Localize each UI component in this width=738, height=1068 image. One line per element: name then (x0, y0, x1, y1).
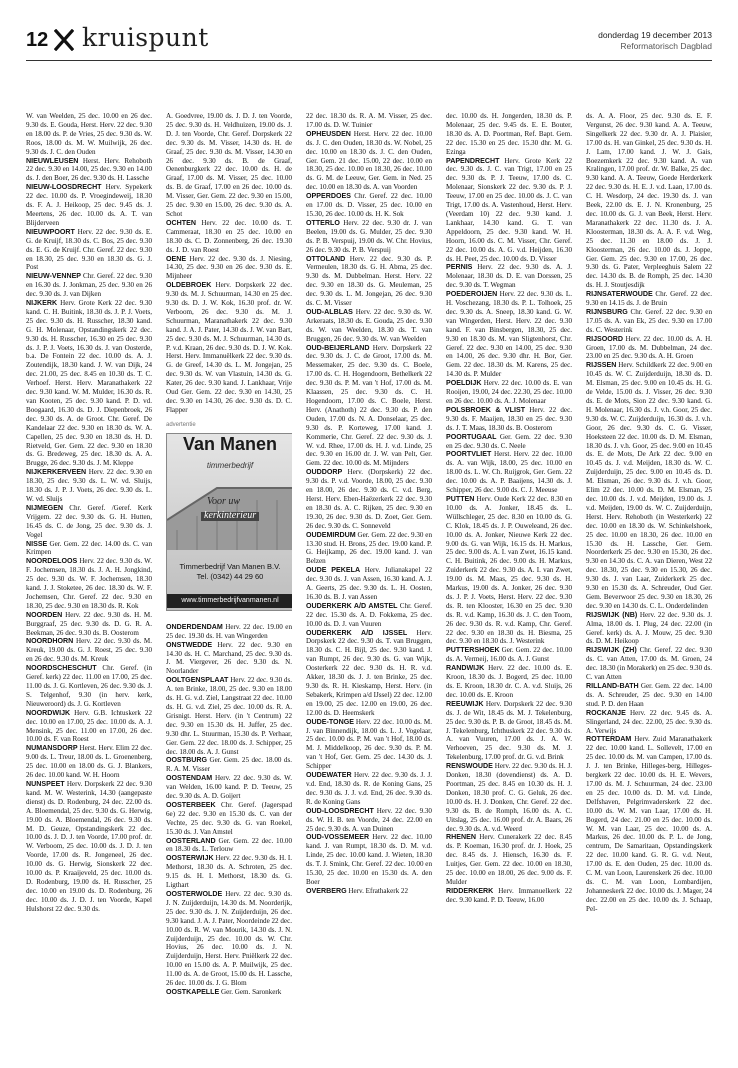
service-times: Herv. 22 dec. 9.30 ds. J. J. v.d. End, 18.30 ds. R. de Koning Gans, 25 dec. 9.30 ds. J. J. v.d. End, 26 dec. 9.30 ds. R. de Koning Gans (306, 771, 432, 806)
service-times: Herv. 22 dec. 9.30 ds. A. ten Brinke, 18.00, 25 dec. 9.30 en 18.00 ds. H. G. v.d. Ziel, Langstraat 22 dec. 10.00 ds. H. G. v.d. Ziel, 25 dec. 10.00 ds. R. A. Grisnigt. Herst. Herv. (in 't Centrum) 22 dec. 9.30 en 15.30 ds. H. Juffer, 25 dec. 9.30 dhr. L. Stuurman, 15.30 ds. P. Verhaar, Ger. Gem. 22 dec. 18.00 ds. J. Schipper, 25 dec. 18.00 ds. A. J. Gunst (166, 676, 292, 756)
service-times: ds. A. A. Floor, 25 dec. 9.30 ds. E. F. Vergunst, 26 dec. 9.30 kand. A. A. Teeuw, Singelkerk 22 dec. 9.30 dr. A. J. Plaisier, 17.00 ds. H. van Ginkel, 25 dec. 9.30 ds. H. J. Lam, 17.00 kand. J. W. J. Gais, Boezemkerk 22 dec. 9.30 kand. A. van Kralingen, 17.00 prof. dr. W. Balke, 25 dec. 9.30 kand. A. A. Teeuw, Goede Herderkerk 22 dec. 9.30 ds. H. E. J. v.d. Laan, 17.00 ds. C. H. Wesdorp, 24 dec. 19.30 ds. J. van Beek, 22.00 ds. E. J. N. Kronenburg, 25 dec. 10.00 ds. G. J. van Beek, Herst. Herv. Maranathakerk 22 dec. 11.30 ds. J. A. Kloosterman, 18.30 ds. A. A. F. v.d. Weg, 25 dec. 11.30 en 18.00 ds. J. J. Kloosterman, 26 dec. 10.00 ds. J. Joppe, Ger. Gem. 25 dec. 9.30 en 17.00, 26 dec. 9.30 ds. G. Pater, Verpleeghuis Salem 22 dec. 14.30 ds. B. de Romph, 25 dec. 14.30 ds. H. J. Stoutjesdijk (586, 112, 712, 290)
service-times: Chr. Geref. 22 dec. 9.30 ds. C. van Atten, 17.00 ds. M. Groen, 24 dec. 18.30 (in Morakerk) en 25 dec. 9.30 ds. C. van Atten (586, 646, 712, 682)
place-name: ONDERDENDAM (166, 622, 223, 631)
place-name: OUD-BEIJERLAND (306, 343, 370, 352)
service-times: Herv. 22 dec. 9.30 ds. H. J. Donken, 18.30 (dovendienst) ds. A. D. Poortman, 25 dec. 8.45 en 10.30 ds. H. J. Donken, 18.30 prof. C. G. Geluk, 26 dec. 10.00 ds. H. J. Donken, Chr. Geref. 22 dec. 9.30 ds. B. de Romph, 16.00 ds. A. C. Uitslag, 25 dec. 16.00 prof. dr. A. Baars, 26 dec. 9.30 ds. A. v.d. Weerd (446, 762, 572, 833)
service-times: 22 dec. 18.30 ds. R. A. M. Visser, 25 dec. 17.00 ds. D. W. Tuinier (306, 112, 432, 129)
listing-entry (306, 566, 432, 602)
place-name: NIEUWLEUSEN (26, 156, 79, 165)
service-times: Chr. Geref. /Geref. Kerk Vrijgem. 22 dec. 9.30 ds. G. H. Hutten, 16.45 ds. C. de Jong, 25 dec. 9.30 ds. J. Vogel (26, 503, 152, 539)
place-name: RIDDERKERK (446, 886, 494, 895)
service-times: Ger. Gem. Saronkerk (221, 987, 282, 996)
place-name: OUDE-TONGE (306, 717, 354, 726)
listing-entry (446, 700, 572, 762)
listing-entry (306, 531, 432, 567)
service-times: dec. 10.00 ds. H. Jongerden, 18.30 ds. P. Molenaar, 25 dec. 9.45 ds. E. E. Bouter, 18.30 ds. A. D. Poortman, Ref. Bapt. Gem. 22 dec. 15.30 en 25 dec. 15.30 dhr. M. G. Ezinga (446, 112, 572, 156)
listing-entry (446, 112, 572, 157)
listing-entry (306, 219, 432, 255)
place-name: RIJSWIJK (NB) (586, 610, 638, 619)
place-name: ROCKANJE (586, 708, 626, 717)
listing-entry (26, 299, 152, 468)
service-times: Chr. Geref. (in Geref. kerk) 22 dec. 11.00 en 17.00, 25 dec. 11.00 ds. J. G. Kortleven, 26 dec. 9.30 ds. J. S. Telgenhof, 9.30 (in herv. kerk, Nieuweroord) ds. J. G. Kortleven (26, 664, 152, 708)
listing-entry (306, 602, 432, 629)
place-name: OENE (166, 254, 187, 263)
place-name: RILLAND-BATH (586, 682, 639, 690)
listing-entry (26, 637, 152, 664)
listing-entry (166, 837, 292, 855)
service-times: Herst. Herv. Elim 22 dec. 9.00 ds. L. Treur, 18.00 ds. L. Groenenberg, 25 dec. 10.00 en 18.00 ds. G. J. Blankers, 26 dec. 10.00 kand. W. H. Hoorn (26, 744, 152, 780)
service-times: Herv. 22 dec. 9.30 ds. W. H. B. ten Voorde, 24 dec. 22.00 en 25 dec. 9.30 ds. A. van Duinen (306, 806, 432, 833)
service-times: Herv. 22 dec. 9.30 ds. A. J. Molenaar, 18.30 ds. D. E. van Dorssen, 25 dec. 9.30 ds. T. Wegman (446, 263, 572, 290)
service-times: Herv. Schildkerk 22 dec. 9.00 en 10.45 ds. W. C. Zuijderduijn, 18.30 ds. D. M. Elsman, 25 dec. 9.00 en 10.45 ds. H. G. de Velde, 15.00 ds. J. Visser, 26 dec. 9.30 ds. E. de Mots, Sion 22 dec. 9.30 kand. G. H. Molenaar, 16.30 ds. J. v.h. Goor, 25 dec. 9.30 ds. W. C. Zuijderduijn, 16.30 ds. J. v.h. Goor, 26 dec. 9.30 ds. C. G. Visser, Hoeksteen 22 dec. 10.00 ds. D. M. Elsman, 18.30 ds. J. v.h. Goor, 25 dec. 9.00 en 10.45 ds. E. de Mots, De Ark 22 dec. 9.00 en 10.45 ds. J. v.d. Meijden, 18.30 ds. W. C. Zuijderduijn, 25 dec. 9.00 en 10.45 ds. D. M. Elsman, 26 dec. 9.30 ds. J. v.h. Goor, Elim 22 dec. 10.00 ds. D. M. Elsman, 25 dec. 10.00 ds. J. v.d. Meijden, 19.00 ds. J. v.d. Meijden, 19.00 ds. W. C. Zuijderduijn, Herst. Herv. Rehoboth (in Westerkerk) 22 dec. 10.00 en 18.30 ds. W. Schinkelshoek, 25 dec. 10.00 en 18.30, 26 dec. 10.00 en 15.30 ds. H. Lassche, Ger. Gem. Noorderkerk 25 dec. 9.30 en 15.30, 26 dec. 9.30 en 14.30 ds. C. A. van Dieren, West 22 dec. 18.30, 25 dec. 9.30 en 15.30, 26 dec. 9.30 ds. J. van Laar, Zuiderkerk 25 dec. 9.30 en 15.30 ds. A. Schreuder, Oud Ger. Gem. Beverwoor 25 dec. 9.30 en 18.30, 26 dec. 9.30 en 14.30 ds. C. L. Onderdelinden (586, 361, 712, 610)
service-times: Herv. 22 dec. 9.30 ds. J. Niesing, 14.30, 25 dec. 9.30 en 26 dec. 9.30 ds. E. Mijnheer (166, 254, 292, 281)
service-times: Herv. 22 dec. 9.30 ds. H. I. Methorst, 18.30 ds. A. Schroten, 25 dec. 9.15 ds. H. I. Methorst, 18.30 ds. G. Ligthart (166, 854, 292, 890)
place-name: OOSTERBEEK (166, 800, 216, 809)
place-name: RIJSSEN (586, 361, 617, 370)
listing-entry (446, 406, 572, 433)
ad-phone: Tel. (0342) 44 29 60 (196, 571, 264, 581)
service-times: Herv. 22 dec. 10.00 ds. A. H. Groen, 17.00 ds. M. Dubbelman, 24 dec. 23.00 en 25 dec. 9.30 ds. A. H. Groen (586, 334, 712, 361)
service-times: A. Goedvree, 19.00 ds. J. D. J. ten Voorde, 25 dec. 9.30 ds. H. Veldhuizen, 19.00 ds. J. D. J. ten Voorde, Chr. Geref. Dorpskerk 22 dec. 9.30 ds. M. Visser, 14.30 ds. H. de Graaf, 25 dec. 9.30 ds. M. Visser, 14.30 en 26 dec. 9.30 ds. B. de Graaf, Oenenburgkerk 22 dec. 10.00 ds. H. de Graaf, 17.00 ds. M. Visser, 25 dec. 10.00 ds. B. de Graaf, 17.00 en 26 dec. 10.00 ds. M. Visser, Ger. Gem. 22 dec. 9.30 en 15.00, 25 dec. 9.30 en 15.00, 26 dec. 9.30 ds. A. Schot (166, 112, 292, 218)
place-name: OUD-VOSSEMEER (306, 833, 370, 842)
service-times: Herv. Dorpskerk 22 dec. 9.30 ds. J. C. de Groot, 17.00 ds. M. Messemaker, 25 dec. 9.30 ds. C. Boele, 17.00 ds. C. H. Hogendoorn, Bethelkerk 22 dec. 9.30 ds. P. M. van 't Hof, 17.00 ds. M. Klaassen, 25 dec. 9.30 ds. C. H. Hogendoorn, 17.00 ds. C. Boele, Herst. Herv. (Anathoth) 22 dec. 9.30 ds. P. den Ouden, 17.00 ds. N. A. Donselaar, 25 dec. 9.30 ds. P. Korteweg, 17.00 kand. J. Kommerie, Chr. Geref. 22 dec. 9.30 ds. J. W. v.d. Rhee, 17.00 ds. H. J. v.d. Linde, 25 dec. 9.30 en 16.00 dr. J. W. van Pelt, Ger. Gem. 22 dec. 10.00 ds. M. Mijnders (306, 343, 432, 468)
place-name: POORTVLIET (446, 450, 492, 459)
listing-column (306, 112, 432, 1058)
listing-entry (26, 504, 152, 540)
place-name: RIJNSBURG (586, 307, 628, 316)
service-times: Ger. Gem. 25 dec. 18.00 ds. R. A. M. Visser (166, 756, 292, 774)
place-name: OOLTGENSPLAAT (166, 676, 229, 685)
listing-entry (446, 646, 572, 664)
listing-entry (26, 540, 152, 558)
service-times: Herv. 22 dec. 10.00 ds. E. Kroon, 18.30 ds. J. Bogerd, 25 dec. 10.00 ds. E. Kroon, 18.30 dr. C. A. v.d. Sluijs, 26 dec. 10.00 ds. E. Kroon (446, 664, 572, 699)
service-times: Ger. Gem. 22 dec. 9.30 en 25 dec. 9.30 ds. C. Neele (446, 432, 572, 450)
ad-brand: Van Manen (182, 433, 278, 454)
place-name: PUTTERSHOEK (446, 646, 500, 655)
place-name: OTTOLAND (306, 254, 346, 263)
place-name: OOSTERLAND (166, 836, 216, 845)
service-times: Herv. Immanuelkerk 22 dec. 9.30 kand. P. D. Teeuw, 16.00 (446, 886, 572, 904)
place-name: OUDE PEKELA (306, 566, 361, 575)
place-name: POEDEROIJEN (446, 290, 498, 299)
service-times: Herv. 22 dec. 10.00 ds. E. van Rooijen, 19.00, 24 dec. 22.30, 25 dec. 10.00 en 26 dec. 10.00 ds. A. J. Molenaar (446, 379, 572, 405)
place-name: NIJKERK (26, 299, 58, 308)
listing-entry (446, 379, 572, 406)
service-times: Ger. Gem. 22 dec. 10.00 ds. A. Vermeij, 16.00 ds. A. J. Gunst (446, 646, 572, 664)
listing-entry (26, 611, 152, 638)
listing-entry (586, 335, 712, 362)
listing-entry (586, 308, 712, 335)
listing-entry (586, 709, 712, 736)
listing-column (26, 112, 152, 1058)
section-title: kruispunt (82, 23, 209, 52)
service-times: Herv. 22 dec. 9.30 ds. M. Kreuk, 19.00 ds. G. J. Roest, 25 dec. 9.30 en 26 dec. 9.30 ds. M. Kreuk (26, 637, 152, 664)
listing-entry (306, 771, 432, 807)
listing-entry (586, 611, 712, 647)
service-times: Herst. Herv. 22 dec. 10.00 ds. J. C. den Ouden, 18.30 ds. W. Nobel, 25 dec. 10.00 en 18.30 ds. J. C. den Ouden, Ger. Gem. 21 dec. 15.00, 22 dec. 10.00 en 18.30, 25 dec. 10.00 en 18.30, 26 dec. 10.00 ds. G. M. de Leeuw, Ger. Gem. in Ned. 25 dec. 10.00 en 18.30 ds. A. van Voorden (306, 129, 432, 192)
place-name: OPHEUSDEN (306, 129, 351, 138)
listing-column (446, 112, 572, 1058)
service-times: Herv. 22 dec. 10.00 ds. M. J. van Binnendijk, 18.00 ds. L. J. Vogelaar, 25 dec. 10.00 ds. P. M. van 't Hof, 18.00 ds. M. J. Middelkoop, 26 dec. 9.30 ds. P. M. van 't Hof, Ger. Gem. 25 dec. 14.30 ds. J. Schipper (306, 717, 432, 771)
listing-entry (26, 272, 152, 299)
service-times: Herv. Oude Kerk 22 dec. 8.30 en 10.00 ds. A. Jonker, 18.45 ds. L. Wüllschleger, 25 dec. 8.30 en 10.00 ds. G. C. Klok, 18.45 ds. J. P. Ouweleand, 26 dec. 10.00 ds. A. Jonker, Nieuwe Kerk 22 dec. 9.00 ds. G. van Wijk, 16.15 ds. H. Markus, 25 dec. 9.00 ds. A. I. van Zwet, 16.15 kand. C. H. Buitink, 26 dec. 9.00 ds. H. Markus, Zuiderkerk 22 dec. 9.30 ds. A. I. van Zwet, 19.00 ds. M. Maas, 25 dec. 9.30 ds. H. Markus, 19.00 ds. A. Jonker, 26 dec. 9.30 ds. J. P. J. Voets, Herst. Herv. 22 dec. 9.30 ds. R. ten Klooster, 16.30 en 25 dec. 9.30 ds. R. v.d. Kamp, 16.30 ds. J. C. den Toom, 26 dec. 9.30 ds. R. v.d. Kamp, Chr. Geref. 22 dec. 9.30 en 18.30 ds. H. Biesma, 25 dec. 9.30 en 18.30 ds. J. Westerink (446, 494, 572, 646)
listing-entry (166, 281, 292, 415)
place-name: PERNIS (446, 263, 473, 272)
listing-entry (586, 112, 712, 290)
listing-entry (306, 718, 432, 771)
listing-entry (26, 112, 152, 157)
service-times: Herv. (Dorpskerk) 22 dec. 9.30 ds. P. v.d. Voorde, 18.00, 25 dec. 9.30 en 18.00, 26 dec. 9.30 ds. C. v.d. Berg, Herst. Herv. Eben-Haëzerkerk 22 dec. 9.30 en 18.30 ds. A. C. Rijken, 25 dec. 9.30 en 19.30, 26 dec. 9.30 ds. D. Zoet, Ger. Gem. 26 dec. 9.30 ds. C. Sonneveld (306, 468, 432, 530)
place-name: RIJNSATERWOUDE (586, 290, 653, 299)
listing-entry (306, 255, 432, 308)
listing-entry (166, 219, 292, 255)
listing-entry (26, 183, 152, 228)
listing-entry (26, 709, 152, 745)
place-name: NOORDHORN (26, 637, 74, 646)
service-times: Herv. 22 dec. 9.30 ds. J. N. Zuijderduijn, 14.30 ds. M. Noorderijk, 25 dec. 9.30 ds. J. N. Zuijderduijn, 26 dec. 9.30 kand. J. A. J. Pater, Noordeinde 22 dec. 10.00 ds. R. W. van Mourik, 14.30 ds. J. N. Zuijderduijn, 25 dec. 10.00 ds. W. Chr. Hovius, 26 dec. 10.00 ds. J. N. Zuijderduijn, Herst. Herv. Pniëlkerk 22 dec. 10.00 en 15.00 ds. A. P. Muilwijk, 25 dec. 11.00 ds. A. de Groot, 15.00 ds. H. Lassche, 26 dec. 10.00 ds. J. G. Blom (166, 890, 292, 988)
place-name: POORTUGAAL (446, 432, 497, 441)
listing-column (586, 112, 712, 1058)
place-name: OUDDORP (306, 468, 343, 477)
service-times: Chr. Geref. 22 dec. 15.30 ds. A. D. Fokkema, 25 dec. 10.00 ds. D. J. van Vuuren (306, 601, 432, 628)
place-name: RANDWIJK (446, 664, 485, 673)
service-times: Herv. 22 dec. 9.30 en 18.30, 25 dec. 9.30 ds. L. W. vd. Sluijs, 18.30 ds. J. P. J. Voets, 26 dec. 9.30 ds. L. W. vd. Sluijs (26, 468, 152, 503)
listing-entry (26, 157, 152, 184)
place-name: RENSWOUDE (446, 762, 493, 771)
service-times: Herv. 22 dec. 9.30 ds. P. Vermeulen, 18.30 ds. G. H. Abma, 25 dec. 9.30 ds. M. Dubbelman. Herst. Herv. 22 dec. 9.30 en 18.30 ds. G. Meuleman, 25 dec. 9.30 ds. L. M. Jongejan, 26 dec. 9.30 ds. C. M. Visser (306, 254, 432, 308)
service-times: Herst. Herv. Rehoboth 22 dec. 9.30 en 14.00, 25 dec. 9.30 en 14.00 ds. J. den Boer, 26 dec. 9.30 ds. H. Lassche (26, 156, 152, 183)
place-name: RIJSWIJK (ZH) (586, 646, 637, 655)
service-times: Herv. G.B. Ichtuskerk 22 dec. 10.00 en 17.00, 25 dec. 10.00 ds. A. J. Mensink, 25 dec. 11.00 en 17.00, 26 dec. 10.00 ds. F. van Roest (26, 708, 152, 744)
page-number: 12 (26, 29, 49, 51)
service-times: Herv. 22 dec. 10.00 kand. J. van Rumpt, 18.30 ds. D. M. v.d. Linde, 25 dec. 10.00 kand. J. Wieten, 18.30 ds. T. J. Smink, Chr. Geref. 22 dec. 10.00 en 15.30, 25 dec. 10.00 en 15.30 ds. A. den Boer (306, 833, 432, 886)
listing-entry (446, 887, 572, 905)
service-times: Herv. 22 dec. 9.30 ds. J. Alma, 18.00 ds. I. Plug, 24 dec. 22.00 (in Geref. kerk) ds. A. J. Mouw, 25 dec. 9.30 ds. D. M. Heikoop (586, 610, 712, 646)
ad-subtitle: timmerbedrijf (206, 460, 254, 470)
cross-icon (54, 29, 74, 51)
listing-entry (26, 664, 152, 709)
service-times: W. van Weelden, 25 dec. 10.00 en 26 dec. 9.30 ds. E. Gouda, Herst. Herv. 22 dec. 9.30 en 18.00 ds. P. de Vries, 25 dec. 9.30 ds. W. Roos, 18.00 ds. M. W. Muilwijk, 26 dec. 9.30 ds. J. C. den Ouden (26, 112, 152, 156)
service-times: Herv. 22 dec. 9.30 ds. E. G. de Kruijf, 18.30 ds. C. Bos, 25 dec. 9.30 ds. E. G. de Kruijf. Chr. Geref. 22 dec. 9.30 en 18.30, 25 dec. 9.30 en 18.30 ds. G. J. Post (26, 227, 152, 272)
page-header (0, 0, 738, 60)
listing-entry (306, 130, 432, 192)
place-name: OUDERKERK A/D AMSTEL (306, 601, 398, 610)
listing-entry (306, 807, 432, 834)
place-name: REEUWIJK (446, 699, 484, 708)
listing-entry (166, 890, 292, 988)
listing-entry (446, 263, 572, 290)
service-times: Herv. Dorpskerk 22 dec. 9.30 ds. J. de Wit, 18.45 ds. M. J. Tekelenburg, 25 dec. 9.30 ds. P. B. de Groot, 18.45 ds. M. J. Tekelenburg, Ichthuskerk 22 dec. 9.30 ds. A. van Vuuren, 17.00 ds. J. A. W. Verhoeven, 25 dec. 9.30 ds. M. J. Tekelenburg, 17.00 prof. dr. G. v.d. Brink (446, 699, 572, 762)
place-name: NIJKERKERVEEN (26, 468, 87, 477)
listing-entry (306, 833, 432, 886)
listing-entry (166, 988, 292, 997)
place-name: OUDEWATER (306, 771, 352, 780)
listing-entry (26, 228, 152, 273)
advertisement (166, 421, 292, 619)
place-name: OUDERKERK A/D IJSSEL (306, 628, 408, 637)
place-name: NUMANSDORP (26, 744, 78, 753)
ad-contact (171, 562, 289, 582)
listing-entry (306, 629, 432, 718)
place-name: OOSTENDAM (166, 774, 213, 783)
listing-entry (166, 676, 292, 756)
dateline (598, 30, 712, 52)
service-times: Herv. 22 dec. 10.00 ds. T. Cammeraat, 18.30 en 25 dec. 10.00 en 18.30 ds. C. D. Zonnenberg, 26 dec. 19.30 ds. J. D. van Roest (166, 218, 292, 254)
service-times: Chr. Geref. 22 dec. 10.00 en 17.00 ds. D. Visser, 25 dec. 10.00 en 15.30, 26 dec. 10.00 ds. H. K. Sok (306, 192, 432, 218)
place-name: OUD-LOOSDRECHT (306, 806, 374, 815)
service-times: Chr. Geref. 22 dec. 9.30 en 16.30 ds. J. Jonkman, 25 dec. 9.30 en 26 dec. 9.30 ds. J. van Dijken (26, 272, 152, 299)
place-name: NOORDWIJK (26, 708, 71, 717)
place-name: POELDIJK (446, 379, 482, 388)
listing-entry (166, 623, 292, 641)
service-times: Ger. Gem. 22 dec. 14.00 ds. A. Schreuder, 25 dec. 9.30 en 14.00 stud. P. D. den Haan (586, 682, 712, 708)
listing-entry (166, 854, 292, 890)
service-times: Ger. Gem. 22 dec. 10.00 en 18.30 ds. L. Terlouw (166, 836, 292, 854)
service-times: Herv. 22 dec. 19.00 en 25 dec. 19.30 ds. H. van Wingerden (166, 622, 292, 640)
listing-entry (446, 450, 572, 495)
service-times: Herv. Dorpskerk 22 dec. 9.30 ds. T. van Bruggen, 18.30 ds. C. H. Bijl, 25 dec. 9.30 kand. J. van Rumpt, 26 dec. 9.30 ds. G. van Wijk, Oosterkerk 22 dec. 9.30 ds. H. R. v.d. Akker, 18.30 ds. J. J. ten Brinke, 25 dec. 9.30 ds. R. H. Kieskamp, Herst. Herv. (in Sebakerk, Krimpen a/d IJssel) 22 dec. 12.00 en 19.00, 25 dec. 12.00 en 19.00, 26 dec. 12.00 ds. D. Heemskerk (306, 628, 432, 717)
listing-entry (586, 361, 712, 610)
ad-tagline-1: Voor uw (207, 495, 241, 507)
place-name: PAPENDRECHT (446, 156, 500, 165)
issue-date: donderdag 19 december 2013 (598, 30, 712, 40)
listing-entry (306, 308, 432, 344)
place-name: OOSTERWOLDE (166, 890, 223, 898)
service-times: Chr. Geref. 22 dec. 9.30 en 14.15 ds. J. de Bruin (586, 290, 712, 308)
service-times: Herv. 22 dec. 9.30 en 14.30 ds. H. C. Marchand, 25 dec. 9.30 ds. J. M. Viergever, 26 dec. 9.30 ds. N. Noorlander (166, 640, 292, 676)
ad-label: advertentie (166, 421, 196, 428)
listing-entry (166, 641, 292, 677)
place-name: OOSTBURG (166, 756, 207, 765)
listing-column (166, 112, 292, 1058)
ad-url[interactable]: www.timmerbedrijfvanmanen.nl (167, 594, 292, 608)
service-times: Herv. Zuid Maranathakerk 22 dec. 10.00 kand. L. Sollevelt, 17.00 en 25 dec. 10.00 ds. M. van Campen, 17.00 ds. J. J. ten Brinke, Hilleges-berg, Hilleges-bergkerk 22 dec. 10.00 ds. H. E. Wevers, 17.00 ds. M. J. Schuurman, 24 dec. 23.00 en 25 dec. 10.00 ds. D. M. v.d. Linde, Delfshaven, Pelgrimvaderskerk 22 dec. 10.00 ds. W. M. van Laar, 17.00 ds. H. Bogerd, 24 dec. 21.00 en 25 dec. 10.00 ds. W. M. van Laar, 25 dec. 10.00 ds. A. Markus, 26 dec. 10.00 ds. P. L. de Jong, centrum, De Samaritaan, Opstandingskerk 22 dec. 10.00 kand. G. R. G. v.d. Neut, 17.00 ds. E. den Ouden, 25 dec. 10.00 ds. C. M. van Loon, Laurenskerk 26 dec. 10.00 ds. C. M. van Loon, Lombardijen, Johanneskerk 22 dec. 10.00 ds. J. Mager, 24 dec. 22.00 en 25 dec. 10.00 ds. J. Schaap, Pel- (586, 735, 712, 913)
listing-entry (306, 887, 432, 896)
header-rule (26, 60, 712, 61)
service-times: Herv. 22 dec. 9.30 ds. W. van Welden, 16.00 kand. P. D. Teeuw, 25 dec. 9.30 ds. A. D. Goijert (166, 774, 292, 801)
listing-entry (586, 646, 712, 682)
listing-entry (166, 255, 292, 282)
listing-entry (446, 290, 572, 379)
place-name: NOORDELOOS (26, 557, 78, 566)
place-name: PUTTEN (446, 494, 475, 503)
listing-entry (306, 112, 432, 130)
service-times: Herv. 22 dec. 9.30 ds. H. M. Burggraaf, 25 dec. 9.30 ds. D. G. R. A. Beekman, 26 dec. 9.30 ds. B. Oosterom (26, 610, 152, 637)
service-times: Herv. Grote Kerk 22 dec. 9.30 kand. C. H. Buitink, 18.30 ds. J. P. J. Voets, 25 dec. 9.30 ds. H. Russcher, 18.30 kand. G. H. Molenaar, Opstandingskerk 22 dec. 9.30 ds. H. Russcher, 16.30 en 25 dec. 9.30 ds. J. P. J. Voets, 16.30 ds. J. van Oosterde, b.a. De Fontein 22 dec. 10.00 ds. A. J. Zoutendijk, 18.30 kand. J. W. van Dijk, 24 dec. 21.00, 25 dec. 8.45 en 10.30 ds. T. C. Verhoef. Herst. Herv. Maranathakerk 22 dec. 9.30 kand. W. M. Mulder, 16.30 ds. R. van Kooten, 25 dec. 9.30 kand. P. D. vd. Boogaard, 16.30 ds. D. J. Diepenbroek, 26 dec. 9.30 ds. A. de Groot. Chr. Geref. De Kandelaar 22 dec. 9.30 en 18.30 ds. W. A. Capellen, 25 dec. 9.30 en 18.30 ds. H. D. Rietveld, Ger. Gem. 22 dec. 9.30 en 18.30 ds. G. Bredeweg, 25 dec. 18.30 ds. A. A. Brugge, 26 dec. 9.30 ds. J. M. Kleppe (26, 299, 152, 468)
place-name: NIEUW-LOOSDRECHT (26, 183, 102, 192)
place-name: OUDEMIRDUM (306, 530, 356, 539)
service-times: Herv. 22 dec. 9.30 dr. J. van Beelen, 19.00 ds. G. Mulder, 25 dec. 9.30 ds. P. B. Verspuij, 19.00 ds. W. Chr. Hovius, 26 dec. 9.30 ds. P. B. Verspuij (306, 218, 432, 254)
place-name: OLDEBROEK (166, 281, 212, 290)
listing-entry (26, 744, 152, 780)
place-name: RIJSOORD (586, 334, 624, 343)
place-name: NOORDEN (26, 610, 63, 619)
listing-entry (446, 495, 572, 646)
service-times: Herv. Dorpskerk 22 dec. 9.30 kand. M. W. Westerink, 14.30 (aangepaste dienst) ds. D. Rodenburg, 24 dec. 22.00 ds. A. Bloemendal, 25 dec. 9.30 ds. G. Herwig, 19.00 ds. A. Bloemendal, 26 dec. 9.30 ds. M. D. Geuze, Opstandingskerk 22 dec. 10.00 ds. J. D. J. ten Voorde, 17.00 prof. dr. W. Verboom, 25 dec. 10.00 ds. J. D. J. ten Voorde, 17.00 ds. R. Jongeneel, 26 dec. 10.00 ds. G. Herwig, Sionskerk 22 dec. 10.00 ds. P. Kraaijeveld, 25 dec. 10.00 ds. D. Rodenburg, 19.00 ds. H. Russcher, 25 dec. 10.00 en 19.00 ds. D. Rodenburg, 26 dec. 10.00 ds. J. D. J. ten Voorde, Kapel Hulshorst 22 dec. 9.30 ds. (26, 779, 152, 913)
service-times: Herv. Efrathakerk 22 (348, 886, 409, 895)
listing-entry (446, 664, 572, 700)
place-name: POLSBROEK & VLIST (446, 405, 526, 414)
service-times: Herv. Grote Kerk 22 dec. 9.30 ds. J. C. van Trigt, 17.00 en 25 dec. 9.30 ds. P. J. Teeuw, 17.00 ds. C. Molenaar, Sionskerk 22 dec. 9.30 ds. P. J. Teeuw, 17.00 en 25 dec. 10.00 ds. J. C. van Trigt, 17.00 ds. A. Vastenhoud, Herst. Herv. (Veerdam 10) 22 dec. 9.30 kand. J. Lankhaar, 14.30 kand. G. T. van Appeldoorn, 25 dec. 9.30 kand. W. H. Hoorn, 16.00 ds. C. M. Visser, Chr. Geref. 22 dec. 10.00 ds. A. G. v.d. Heijden, 16.30 ds. H. Peet, 25 dec. 10.00 ds. D. Visser (446, 156, 572, 263)
service-times: Herv. Sypekerk 22 dec. 10.00 ds. P. Vroegindeweij, 18.30 ds. F. A. J. Heikoop, 25 dec. 9.45 ds. J. Meertens, 26 dec. 10.00 ds. A. T. van Blijderveen (26, 183, 152, 227)
church-services-listing (26, 112, 712, 1058)
listing-entry (586, 682, 712, 709)
listing-entry (166, 112, 292, 219)
place-name: OOSTKAPELLE (166, 987, 220, 996)
place-name: NIEUW-VENNEP (26, 272, 82, 281)
service-times: Herv. 22 dec. 9.45 ds. A. Slingerland, 24 dec. 22.00, 25 dec. 9.30 ds. A. Verwijs (586, 708, 712, 735)
service-times: Herv. 22 dec. 9.30 ds. W. Arkeraats, 18.30 ds. E. Gouda, 25 dec. 9.30 ds. W. van Weelden, 18.30 ds. T. van Bruggen, 26 dec. 9.30 ds. W. van Weelden (306, 307, 432, 343)
ad-banner[interactable] (166, 433, 292, 611)
place-name: OUD-ALBLAS (306, 307, 353, 316)
place-name: OCHTEN (166, 218, 196, 227)
place-name: RHENEN (446, 833, 476, 842)
service-times: Herv. Dorpskerk 22 dec. 9.30 ds. M. J. Schuurman, 14.30 en 25 dec. 9.30 ds. D. J. W. Kok, 16.30 prof. dr. W. Verboom, 26 dec. 9.30 ds. M. J. Schuurman, Maranathakerk 22 dec. 9.30 kand. J. A. J. Pater, 14.30 ds. J. W. van Bart, 25 dec. 9.30 ds. M. J. Schuurman, 14.30 ds. P. v.d. Kraan, 26 dec. 9.30 ds. D. J. W. Kok. Herst. Herv. Immanuëlkerk 22 dec. 9.30 ds. G. de Greef, 14.30 ds. L. M. Jongejan, 25 dec. 9.30 ds. W. van Vlastuin, 14.30 ds. G. Kater, 26 dec. 9.30 kand. J. Lankhaar, Vrije Oud Ger. Gem. 22 dec. 9.30 en 14.30, 25 dec. 9.30 en 14.30, 26 dec. 9.30 ds. D. C. Flapper (166, 281, 292, 414)
place-name: NIJMEGEN (26, 503, 64, 512)
place-name: OPPERDOES (306, 192, 351, 201)
listing-entry (446, 762, 572, 833)
listing-entry (166, 756, 292, 774)
paper-name: Reformatorisch Dagblad (620, 41, 712, 51)
listing-entry (306, 192, 432, 219)
listing-entry (26, 780, 152, 914)
place-name: NUNSPEET (26, 779, 65, 788)
service-times: Chr. Geref. (Jagerspad 6e) 22 dec. 9.30 en 15.30 ds. C. van der Vechte, 25 dec. 9.30 ds. G. van Roekel, 15.30 ds. J. Van Amstel (166, 800, 292, 836)
service-times: Chr. Geref. 22 dec. 9.30 en 17.05 ds. A. van Ek, 25 dec. 9.30 en 17.00 ds. C. Westerink (586, 307, 712, 334)
listing-entry (166, 774, 292, 801)
service-times: Herv. 22 dec. 9.30 ds. W. F. Jochemsen, 18.30 ds. J. A. H. Jongkind, 25 dec. 9.30 ds. W. F. Jochemsen, 18.30 kand. J. J. Stoketee, 26 dec. 18.30 ds. W. F. Jochemsen, Chr. Geref. 22 dec. 9.30 en 18.30, 25 dec. 9.30 en 18.30 ds. R. Kok (26, 557, 152, 610)
place-name: NOORDSCHESCHUT (26, 664, 97, 673)
listing-entry (26, 468, 152, 504)
ad-company: Timmerbedrijf Van Manen B.V. (179, 561, 281, 571)
listing-entry (26, 557, 152, 610)
place-name: ONSTWEDDE (166, 640, 213, 649)
service-times: Ger. Gem. 22 dec. 14.00 ds. C. van Krimpen (26, 539, 152, 557)
service-times: Herv. Cunerakerk 22 dec. 8.45 ds. P. Koeman, 16.30 prof. dr. J. Hoek, 25 dec. 8.45 ds. J. Hiensch, 16.30 ds. F. Luitjes, Ger. Gem. 22 dec. 10.00 en 18.30, 25 dec. 10.00 en 18.00, 26 dec. 9.00 ds. F. Mulder (446, 833, 572, 886)
listing-entry (446, 433, 572, 451)
service-times: Herv. Julianakapel 22 dec. 9.30 ds. J. van Assen, 16.30 kand. A. J. A. Geerts, 25 dec. 9.30 ds. L. H. Oosten, 16.30 ds. B. J. van Assen (306, 566, 432, 601)
listing-entry (306, 468, 432, 530)
service-times: Herst. Herv. 22 dec. 10.00 ds. A. van Wijk, 18.00, 25 dec. 10.00 en 18.00 ds. L. W. Ch. Ruijgrok, Ger. Gem. 22 dec. 10.00 ds. A. P. Baaijens, 14.30 ds. J. Schipper, 26 dec. 9.00 ds. C. J. Meeuse (446, 450, 572, 495)
listing-entry (446, 157, 572, 264)
listing-entry (306, 344, 432, 469)
ad-tagline-2: kerkinterieur (201, 512, 259, 521)
listing-entry (446, 833, 572, 886)
place-name: ROTTERDAM (586, 735, 632, 744)
service-times: Ger. Gem. 22 dec. 9.30 en 13.30 stud. H. Brons, 25 dec. 19.00 kand. P. G. Heijkamp, 26 dec. 19.00 kand. J. van Belzen (306, 530, 432, 566)
service-times: Herv. 22 dec. 9.30 ds. L. H. Voschezang, 18.30 ds. P. L. Tolhoek, 25 dec. 9.30 ds. A. Sneep, 18.30 kand. G. W. van Wingerden, Herst. Herv. 22 dec. 9.30 kand. F. van Binsbergen, 18.30, 25 dec. 9.30 en 18.30 ds. M. van Sligtenhorst, Chr. Geref. 22 dec. 9.30 en 14.00, 25 dec. 9.30 en 14.00, 26 dec. 9.30 dhr. H. Bor, Ger. Gem. 22 dec. 18.30 ds. M. Karens, 25 dec. 14.30 ds. P. Mulder (446, 290, 572, 379)
listing-entry (586, 735, 712, 913)
listing-entry (166, 801, 292, 837)
place-name: OTTERLO (306, 218, 340, 227)
place-name: NIEUWPOORT (26, 227, 75, 236)
service-times: Herv. 22 dec. 9.30 ds. F. Maaijen, 18.30 en 25 dec. 9.30 ds. J. T. Maas, 18.30 ds. B. Oosterom (446, 405, 572, 432)
place-name: OOSTERWIJK (166, 854, 214, 863)
place-name: NISSE (26, 539, 48, 548)
place-name: OVERBERG (306, 886, 347, 895)
listing-entry (586, 290, 712, 308)
